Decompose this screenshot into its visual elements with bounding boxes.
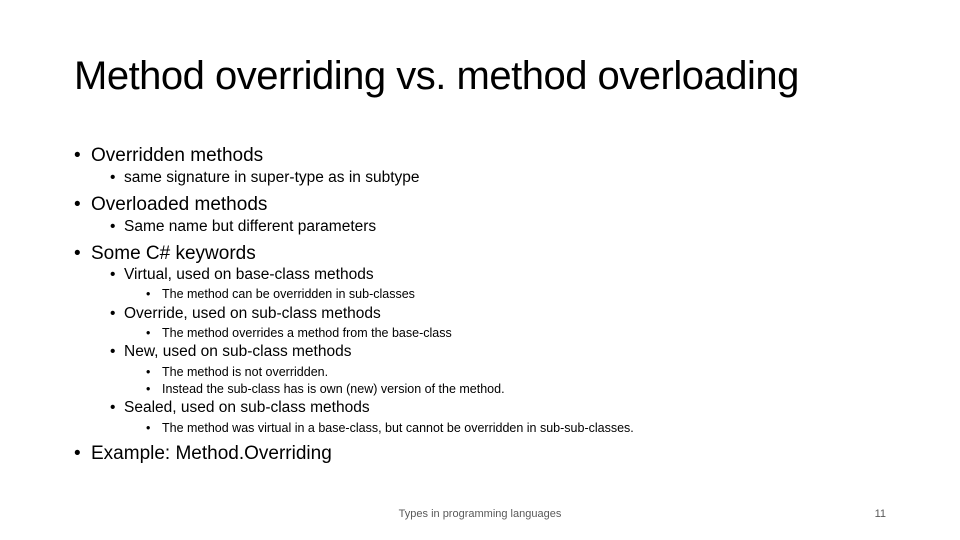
bullet-item-level1	[74, 194, 267, 216]
bullet-item-level2	[110, 169, 420, 187]
bullet-text: The method was virtual in a base-class, but cannot be overridden in sub-sub-classes.	[162, 421, 634, 435]
bullet-item-level2	[110, 305, 381, 323]
bullet-icon: •	[110, 169, 116, 186]
bullet-item-level2	[110, 266, 374, 284]
bullet-icon: •	[110, 266, 116, 283]
bullet-icon: •	[110, 343, 116, 360]
bullet-item-level2	[110, 218, 376, 236]
bullet-text: Same name but different parameters	[124, 218, 377, 235]
bullet-text: The method is not overridden.	[162, 365, 329, 379]
bullet-icon: •	[146, 382, 151, 396]
bullet-text: Overloaded methods	[91, 194, 268, 215]
bullet-icon: •	[146, 326, 151, 340]
bullet-icon: •	[146, 287, 151, 301]
bullet-text: Instead the sub-class has is own (new) version of the method.	[162, 382, 505, 396]
bullet-text: Sealed, used on sub-class methods	[124, 399, 370, 416]
bullet-text: same signature in super-type as in subtype	[124, 169, 420, 186]
bullet-item-level3	[146, 287, 415, 301]
bullet-icon: •	[146, 421, 151, 435]
bullet-icon: •	[146, 365, 151, 379]
bullet-text: Example: Method.Overriding	[91, 443, 332, 464]
bullet-text: New, used on sub-class methods	[124, 343, 352, 360]
bullet-icon: •	[74, 443, 81, 464]
bullet-item-level1	[74, 145, 263, 167]
bullet-icon: •	[110, 305, 116, 322]
bullet-item-level3	[146, 365, 328, 379]
bullet-item-level3	[146, 326, 452, 340]
bullet-item-level1	[74, 443, 332, 465]
bullet-text: Overridden methods	[91, 145, 264, 166]
bullet-item-level2	[110, 399, 370, 417]
bullet-text: Some C# keywords	[91, 243, 256, 264]
bullet-text: Override, used on sub-class methods	[124, 305, 381, 322]
bullet-item-level3	[146, 421, 634, 435]
bullet-item-level3	[146, 382, 505, 396]
bullet-icon: •	[110, 399, 116, 416]
bullet-icon: •	[74, 194, 81, 215]
bullet-icon: •	[110, 218, 116, 235]
bullet-text: The method can be overridden in sub-classes	[162, 287, 415, 301]
bullet-item-level1	[74, 243, 256, 265]
slide-title: Method overriding vs. method overloading	[74, 54, 799, 98]
bullet-item-level2	[110, 343, 351, 361]
page-number: 11	[874, 508, 886, 520]
footer-text: Types in programming languages	[398, 508, 562, 520]
bullet-icon: •	[74, 243, 81, 264]
bullet-text: Virtual, used on base-class methods	[124, 266, 374, 283]
bullet-icon: •	[74, 145, 81, 166]
bullet-text: The method overrides a method from the base-class	[162, 326, 452, 340]
